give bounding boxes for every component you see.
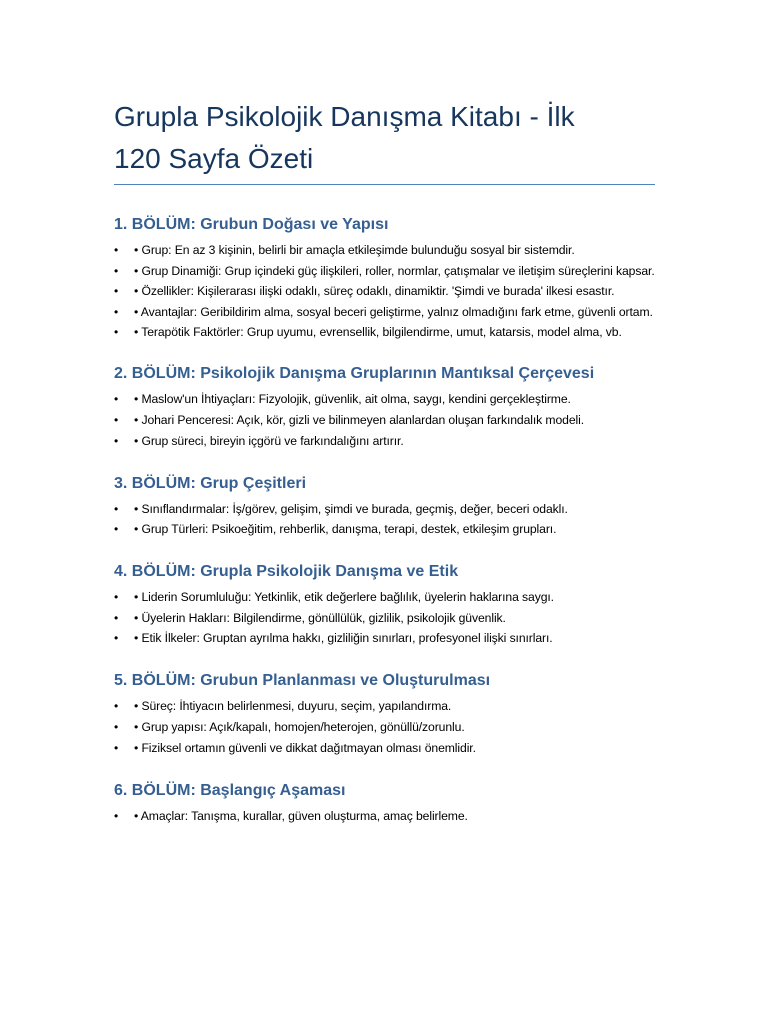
section-heading: 1. BÖLÜM: Grubun Doğası ve Yapısı bbox=[114, 216, 389, 233]
bullet-icon: • bbox=[114, 284, 119, 299]
bullet-icon: • bbox=[114, 412, 119, 427]
bullet-list bbox=[114, 499, 655, 540]
list-item-text: • Liderin Sorumluluğu: Yetkinlik, etik değerlere bağlılık, üyelerin haklarına saygı. bbox=[134, 590, 554, 605]
list-item bbox=[114, 696, 655, 716]
list-item-text: • Terapötik Faktörler: Grup uyumu, evrensellik, bilgilendirme, umut, katarsis, model alma, vb. bbox=[134, 325, 622, 340]
list-item bbox=[114, 281, 655, 301]
list-item-text: • Grup süreci, bireyin içgörü ve farkındalığını artırır. bbox=[134, 433, 404, 448]
list-item bbox=[114, 519, 655, 539]
list-item bbox=[114, 240, 655, 260]
section-heading: 4. BÖLÜM: Grupla Psikolojik Danışma ve Etik bbox=[114, 563, 459, 581]
bullet-icon: • bbox=[114, 325, 119, 340]
list-item bbox=[114, 389, 655, 409]
bullet-icon: • bbox=[114, 590, 119, 605]
list-item bbox=[114, 261, 655, 281]
section-heading: 6. BÖLÜM: Başlangıç Aşaması bbox=[114, 781, 346, 799]
list-item-text: • Etik İlkeler: Gruptan ayrılma hakkı, gizliliğin sınırları, profesyonel ilişki sınırları. bbox=[134, 631, 553, 646]
list-item bbox=[114, 302, 655, 322]
list-item bbox=[114, 738, 655, 758]
section-1 bbox=[114, 214, 655, 342]
section-2 bbox=[114, 363, 655, 450]
section-heading: 5. BÖLÜM: Grubun Planlanması ve Oluşturulması bbox=[114, 672, 491, 690]
bullet-list bbox=[114, 806, 655, 826]
bullet-icon: • bbox=[114, 719, 119, 734]
bullet-icon: • bbox=[114, 392, 119, 407]
document-title bbox=[114, 96, 655, 185]
bullet-icon: • bbox=[114, 610, 119, 625]
list-item bbox=[114, 806, 655, 826]
list-item bbox=[114, 431, 655, 451]
bullet-icon: • bbox=[114, 433, 119, 448]
section-5 bbox=[114, 670, 655, 757]
list-item bbox=[114, 587, 655, 607]
document-title-line-1: Grupla Psikolojik Danışma Kitabı - İlk bbox=[114, 101, 575, 132]
bullet-list bbox=[114, 587, 655, 648]
bullet-icon: • bbox=[114, 631, 119, 646]
bullet-list bbox=[114, 696, 655, 757]
list-item-text: • Grup Türleri: Psikoeğitim, rehberlik, danışma, terapi, destek, etkileşim grupları. bbox=[134, 522, 557, 537]
list-item bbox=[114, 608, 655, 628]
document-title-line-2: 120 Sayfa Özeti bbox=[114, 143, 314, 174]
list-item-text: • Avantajlar: Geribildirim alma, sosyal beceri geliştirme, yalnız olmadığını fark etme, güvenli ortam. bbox=[134, 304, 653, 319]
list-item-text: • Süreç: İhtiyacın belirlenmesi, duyuru, seçim, yapılandırma. bbox=[134, 699, 452, 714]
list-item-text: • Grup yapısı: Açık/kapalı, homojen/heterojen, gönüllü/zorunlu. bbox=[134, 719, 465, 734]
bullet-icon: • bbox=[114, 243, 119, 257]
list-item-text: • Sınıflandırmalar: İş/görev, gelişim, şimdi ve burada, geçmiş, değer, beceri odaklı. bbox=[134, 501, 568, 516]
document-page bbox=[114, 96, 655, 826]
list-item-text: • Johari Penceresi: Açık, kör, gizli ve bilinmeyen alanlardan oluşan farkındalık modeli. bbox=[134, 412, 585, 427]
bullet-icon: • bbox=[114, 699, 119, 714]
list-item bbox=[114, 628, 655, 648]
bullet-icon: • bbox=[114, 522, 119, 537]
list-item-text: • Amaçlar: Tanışma, kurallar, güven oluşturma, amaç belirleme. bbox=[134, 808, 468, 823]
list-item-text: • Fiziksel ortamın güvenli ve dikkat dağıtmayan olması önemlidir. bbox=[134, 740, 476, 755]
list-item-text: • Grup: En az 3 kişinin, belirli bir amaçla etkileşimde bulunduğu sosyal bir sistemdir. bbox=[134, 243, 575, 257]
bullet-icon: • bbox=[114, 304, 119, 319]
bullet-icon: • bbox=[114, 740, 119, 755]
list-item-text: • Maslow'un İhtiyaçları: Fizyolojik, güvenlik, ait olma, saygı, kendini gerçekleştirme. bbox=[134, 392, 571, 407]
list-item bbox=[114, 322, 655, 342]
bullet-icon: • bbox=[114, 263, 119, 278]
section-heading: 3. BÖLÜM: Grup Çeşitleri bbox=[114, 474, 307, 492]
list-item-text: • Grup Dinamiği: Grup içindeki güç ilişkileri, roller, normlar, çatışmalar ve iletişim süreçlerini kapsar. bbox=[134, 263, 655, 278]
sections-container bbox=[114, 214, 655, 826]
bullet-list bbox=[114, 240, 655, 342]
section-4 bbox=[114, 561, 655, 648]
list-item-text: • Üyelerin Hakları: Bilgilendirme, gönüllülük, gizlilik, psikolojik güvenlik. bbox=[134, 610, 506, 625]
section-3 bbox=[114, 473, 655, 540]
section-6 bbox=[114, 780, 655, 826]
bullet-icon: • bbox=[114, 808, 119, 823]
bullet-icon: • bbox=[114, 501, 119, 516]
list-item bbox=[114, 410, 655, 430]
list-item bbox=[114, 499, 655, 519]
bullet-list bbox=[114, 389, 655, 450]
list-item bbox=[114, 717, 655, 737]
section-heading: 2. BÖLÜM: Psikolojik Danışma Gruplarının Mantıksal Çerçevesi bbox=[114, 365, 595, 383]
list-item-text: • Özellikler: Kişilerarası ilişki odaklı, süreç odaklı, dinamiktir. 'Şimdi ve burada' ilkesi esastır. bbox=[134, 284, 615, 299]
